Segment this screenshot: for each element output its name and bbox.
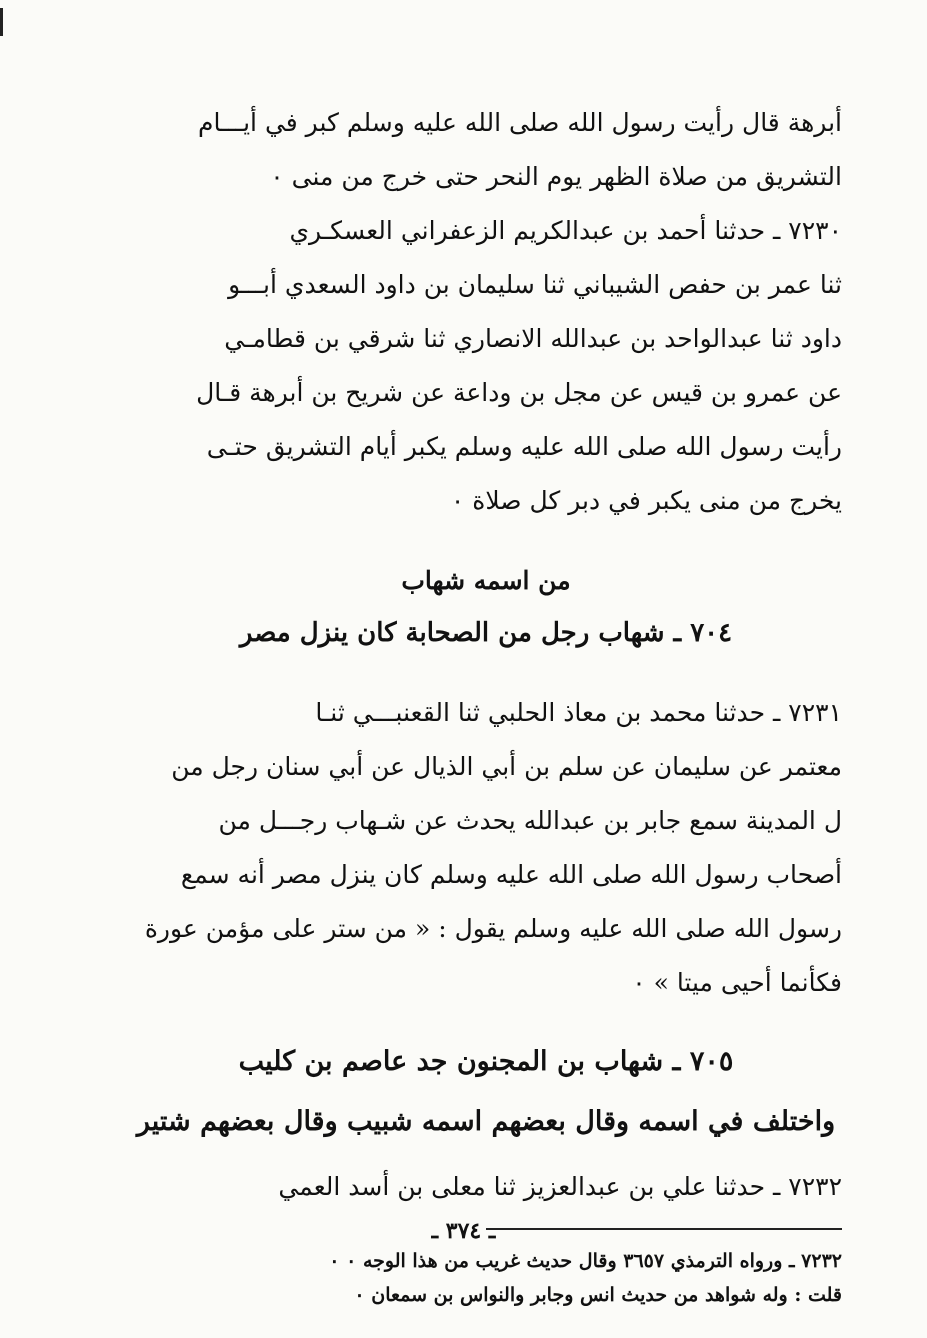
footnotes (130, 1244, 842, 1312)
footnote-line: ٧٢٣٢ ـ ورواه الترمذي ٣٦٥٧ وقال حديث غريب من هذا الوجه ٠ ٠ (329, 1250, 842, 1272)
text-line: ل المدينة سمع جابر بن عبدالله يحدث عن شـهاب رجـــل من (218, 806, 842, 835)
text-line: ٧٢٣١ ـ حدثنا محمد بن معاذ الحلبي ثنا القعنبـــي ثنـا (315, 698, 842, 727)
paragraph-middle (130, 686, 842, 1010)
entry-heading-705-subtitle: واختلف في اسمه وقال بعضهم اسمه شبيب وقال بعضهم شتير (136, 1106, 836, 1137)
footnote-line: قلت : وله شواهد من حديث انس وجابر والنواس بن سمعان ٠ (354, 1284, 842, 1306)
text-line: فكأنما أحيى ميتا » ٠ (632, 968, 842, 997)
text-line: يخرج من منى يكبر في دبر كل صلاة ٠ (450, 486, 842, 515)
text-line: ٧٢٣٢ ـ حدثنا علي بن عبدالعزيز ثنا معلى بن أسد العمي (278, 1172, 842, 1201)
text-line: داود ثنا عبدالواحد بن عبدالله الانصاري ثنا شرقي بن قطامـي (224, 324, 842, 353)
section-heading: من اسمه شهاب (401, 566, 571, 595)
text-line: رسول الله صلى الله عليه وسلم يقول : « من ستر على مؤمن عورة (144, 914, 842, 943)
page-number: ـ ٣٧٤ ـ (431, 1218, 496, 1244)
text-line: أصحاب رسول الله صلى الله عليه وسلم كان ينزل مصر أنه سمع (180, 860, 842, 889)
text-line: أبرهة قال رأيت رسول الله صلى الله عليه وسلم كبر في أيـــام (198, 108, 842, 137)
text-line: ٧٢٣٠ ـ حدثنا أحمد بن عبدالكريم الزعفراني العسكـري (289, 216, 842, 245)
text-line: التشريق من صلاة الظهر يوم النحر حتى خرج من منى ٠ (270, 162, 842, 191)
text-line: رأيت رسول الله صلى الله عليه وسلم يكبر أيام التشريق حتـى (206, 432, 842, 461)
entry-heading-705: ٧٠٥ ـ شهاب بن المجنون جد عاصم بن كليب (238, 1046, 734, 1077)
text-line: معتمر عن سليمان عن سلم بن أبي الذيال عن أبي سنان رجل من (171, 752, 842, 781)
paragraph-last (130, 1160, 842, 1214)
entry-heading-704: ٧٠٤ ـ شهاب رجل من الصحابة كان ينزل مصر (239, 618, 733, 648)
document-page (130, 96, 842, 1312)
paragraph-top (130, 96, 842, 528)
scan-edge-mark (0, 8, 3, 36)
text-line: عن عمرو بن قيس عن مجل بن وداعة عن شريح بن أبرهة قـال (196, 378, 842, 407)
text-line: ثنا عمر بن حفص الشيباني ثنا سليمان بن داود السعدي أبـــو (228, 270, 842, 299)
